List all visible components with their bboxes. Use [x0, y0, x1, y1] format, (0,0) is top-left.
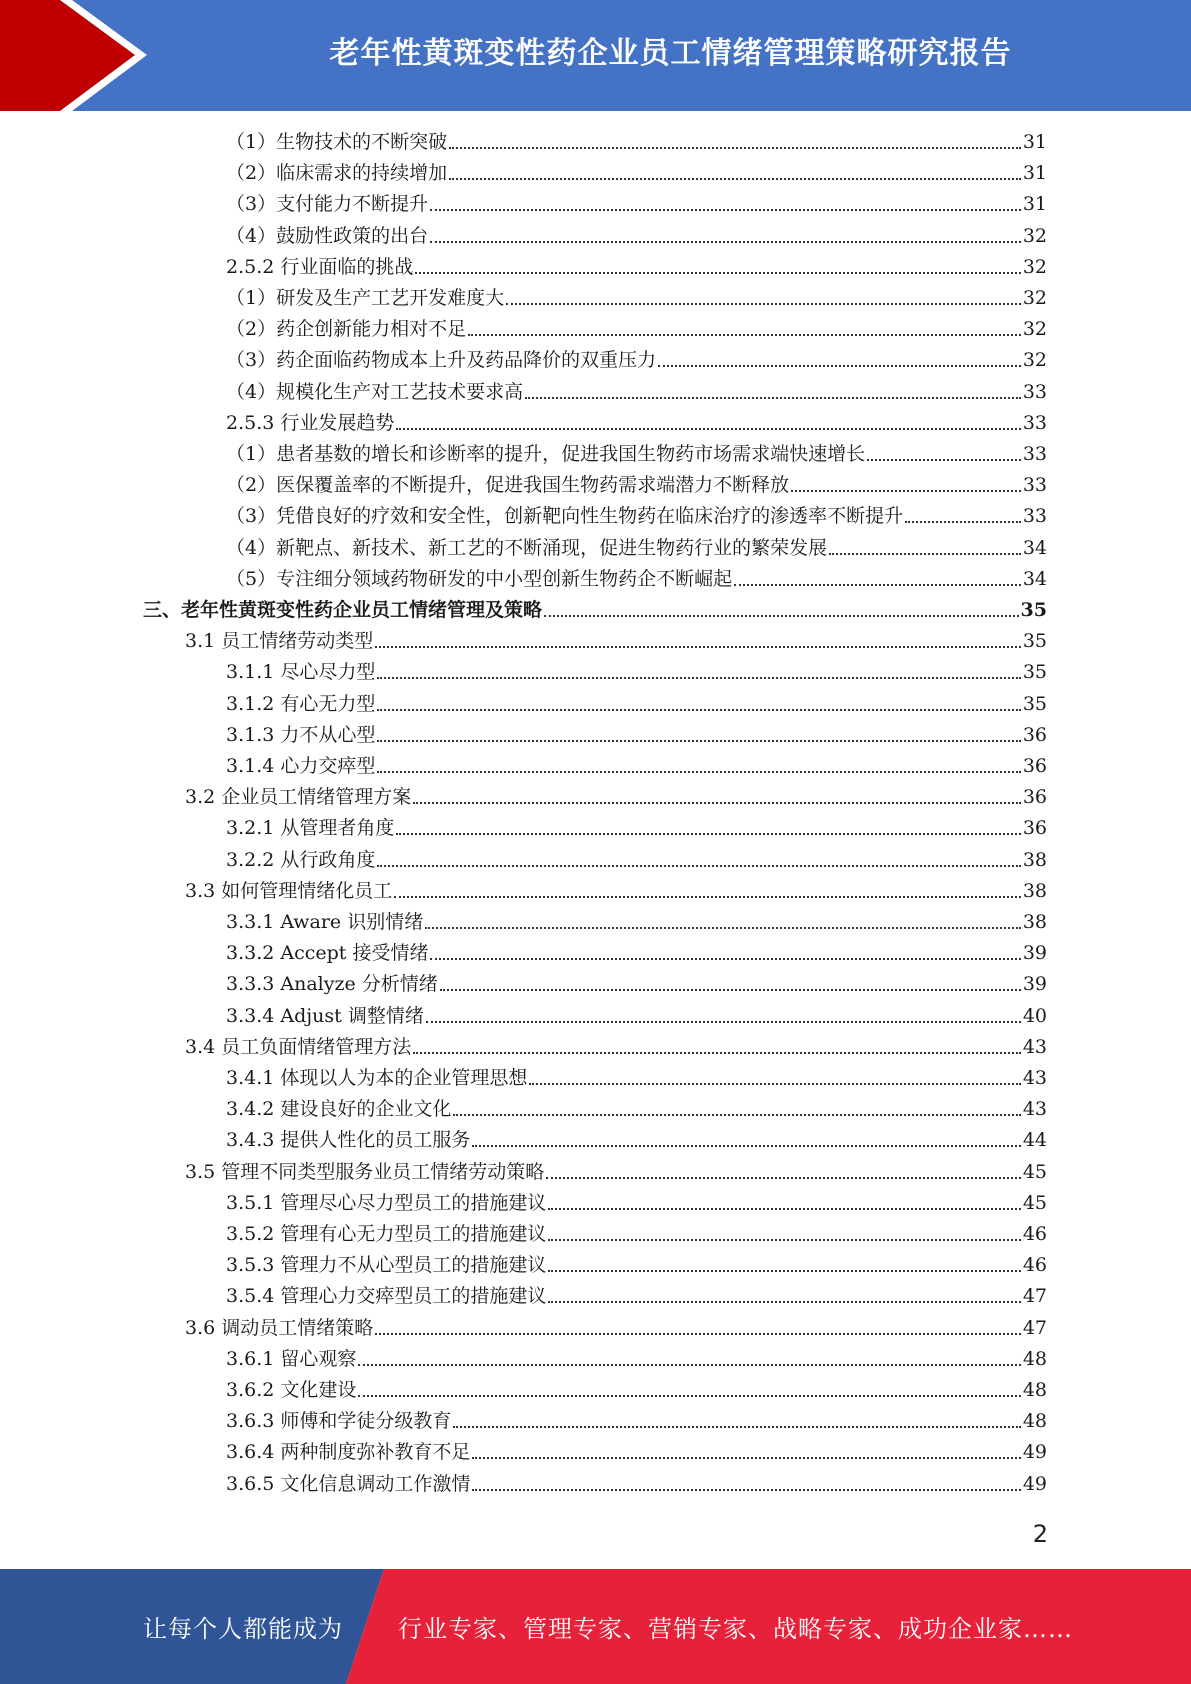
toc-entry-title: （2）临床需求的持续增加	[226, 162, 448, 185]
toc-entry[interactable]	[226, 907, 1047, 938]
toc-entry-title: 3.6.3 师傅和学徒分级教育	[226, 1410, 452, 1433]
toc-dot-leader	[472, 1488, 1020, 1491]
toc-dot-leader	[358, 1363, 1020, 1366]
toc-dot-leader	[426, 1020, 1021, 1023]
toc-entry[interactable]	[226, 221, 1047, 252]
toc-entry-page: 48	[1022, 1347, 1047, 1370]
toc-dot-leader	[394, 895, 1021, 898]
toc-entry[interactable]	[226, 1094, 1047, 1125]
toc-entry-page: 35	[1020, 599, 1047, 621]
toc-dot-leader	[829, 552, 1021, 555]
toc-dot-leader	[425, 926, 1021, 929]
toc-entry[interactable]	[185, 1157, 1047, 1188]
toc-entry-title: 3.5.3 管理力不从心型员工的措施建议	[226, 1254, 547, 1277]
toc-entry-page: 31	[1022, 193, 1047, 216]
toc-entry[interactable]	[226, 1219, 1047, 1250]
toc-entry-page: 36	[1022, 786, 1047, 809]
toc-entry-page: 46	[1022, 1254, 1047, 1277]
page-number: 2	[1032, 1520, 1048, 1548]
toc-dot-leader	[377, 864, 1020, 867]
toc-entry[interactable]	[143, 595, 1047, 626]
toc-dot-leader	[377, 770, 1020, 773]
toc-dot-leader	[449, 177, 1021, 180]
toc-entry-title: 3.6 调动员工情绪策略	[185, 1316, 374, 1339]
toc-entry-title: 3.4.1 体现以人为本的企业管理思想	[226, 1067, 528, 1089]
toc-entry-page: 45	[1022, 1160, 1047, 1183]
toc-entry[interactable]	[226, 314, 1047, 345]
toc-dot-leader	[358, 1394, 1020, 1397]
toc-entry[interactable]	[226, 813, 1047, 844]
toc-entry-page: 38	[1022, 848, 1047, 871]
toc-dot-leader	[440, 988, 1021, 991]
toc-entry-page: 36	[1022, 723, 1047, 746]
toc-dot-leader	[377, 676, 1020, 679]
toc-entry-page: 31	[1022, 162, 1047, 185]
toc-entry-page: 34	[1022, 536, 1047, 559]
toc-entry-page: 48	[1022, 1410, 1047, 1433]
toc-entry[interactable]	[226, 1344, 1047, 1375]
toc-entry-title: 3.4.3 提供人性化的员工服务	[226, 1129, 471, 1152]
toc-entry[interactable]	[226, 1375, 1047, 1406]
toc-entry[interactable]	[226, 564, 1047, 595]
toc-entry[interactable]	[226, 1188, 1047, 1219]
toc-entry[interactable]	[226, 1437, 1047, 1468]
toc-entry-page: 34	[1022, 567, 1047, 590]
toc-entry-title: （2）药企创新能力相对不足	[226, 318, 467, 341]
footer-banner	[0, 1569, 1191, 1684]
toc-dot-leader	[413, 801, 1021, 804]
toc-entry-page: 35	[1022, 692, 1047, 715]
toc-entry[interactable]	[226, 439, 1047, 470]
toc-dot-leader	[430, 957, 1020, 960]
toc-dot-leader	[472, 1456, 1020, 1459]
toc-entry[interactable]	[226, 938, 1047, 969]
toc-entry-page: 46	[1022, 1223, 1047, 1245]
toc-entry-page: 32	[1022, 255, 1047, 278]
toc-entry-title: 3.1.2 有心无力型	[226, 692, 376, 715]
toc-entry-page: 43	[1022, 1098, 1047, 1121]
toc-dot-leader	[453, 1113, 1020, 1116]
toc-entry-title: 3.6.2 文化建设	[226, 1379, 357, 1401]
toc-dot-leader	[430, 240, 1021, 243]
toc-entry-title: 3.4.2 建设良好的企业文化	[226, 1098, 452, 1121]
toc-dot-leader	[529, 1082, 1020, 1085]
toc-entry[interactable]	[185, 626, 1047, 657]
toc-dot-leader	[791, 489, 1021, 492]
toc-entry-page: 33	[1022, 380, 1047, 403]
toc-dot-leader	[413, 1051, 1021, 1054]
report-title: 老年性黄斑变性药企业员工情绪管理策略研究报告	[329, 36, 1012, 71]
toc-entry[interactable]	[226, 158, 1047, 189]
toc-dot-leader	[453, 1425, 1020, 1428]
toc-dot-leader	[548, 1300, 1020, 1303]
toc-dot-leader	[472, 1144, 1020, 1147]
toc-entry[interactable]	[226, 969, 1047, 1000]
toc-entry[interactable]	[226, 657, 1047, 688]
report-header	[0, 0, 1191, 111]
toc-entry-page: 35	[1022, 630, 1047, 653]
toc-entry-page: 32	[1022, 224, 1047, 247]
toc-entry[interactable]	[185, 1313, 1047, 1344]
footer-slogan-left: 让每个人都能成为	[143, 1615, 343, 1643]
toc-entry-title: （4）新靶点、新技术、新工艺的不断涌现，促进生物药行业的繁荣发展	[226, 536, 828, 559]
toc-entry-title: 3.1.1 尽心尽力型	[226, 661, 376, 684]
toc-entry[interactable]	[226, 470, 1047, 501]
toc-entry-page: 32	[1022, 318, 1047, 341]
toc-dot-leader	[544, 614, 1019, 617]
toc-entry[interactable]	[226, 408, 1047, 439]
toc-entry-title: （5）专注细分领域药物研发的中小型创新生物药企不断崛起	[226, 567, 733, 590]
toc-dot-leader	[548, 1269, 1020, 1272]
toc-entry-title: 3.5.2 管理有心无力型员工的措施建议	[226, 1223, 547, 1245]
toc-dot-leader	[905, 520, 1021, 523]
toc-entry[interactable]	[226, 1250, 1047, 1281]
toc-entry-page: 36	[1022, 755, 1047, 777]
toc-dot-leader	[525, 396, 1021, 399]
toc-entry-title: 3.5.4 管理心力交瘁型员工的措施建议	[226, 1285, 547, 1308]
toc-entry-page: 31	[1022, 131, 1047, 153]
toc-entry-title: 3.6.5 文化信息调动工作激情	[226, 1472, 471, 1495]
toc-entry-title: 3.5.1 管理尽心尽力型员工的措施建议	[226, 1191, 547, 1214]
toc-entry-page: 32	[1022, 287, 1047, 309]
toc-entry-title: 3.1.3 力不从心型	[226, 723, 376, 746]
toc-entry-title: 3.5 管理不同类型服务业员工情绪劳动策略	[185, 1160, 545, 1183]
toc-entry-title: 三、老年性黄斑变性药企业员工情绪管理及策略	[143, 599, 543, 621]
toc-dot-leader	[506, 302, 1021, 305]
toc-entry-title: 2.5.2 行业面临的挑战	[226, 255, 414, 278]
toc-entry-page: 43	[1022, 1035, 1047, 1058]
toc-entry-page: 49	[1022, 1441, 1047, 1464]
toc-entry[interactable]	[226, 845, 1047, 876]
toc-entry-page: 35	[1022, 661, 1047, 684]
toc-entry-page: 33	[1022, 411, 1047, 434]
toc-dot-leader	[377, 739, 1020, 742]
toc-entry-page: 33	[1022, 474, 1047, 497]
toc-dot-leader	[658, 364, 1021, 367]
toc-dot-leader	[546, 1176, 1021, 1179]
toc-entry-title: 3.3.2 Accept 接受情绪	[226, 942, 429, 965]
toc-entry[interactable]	[226, 1469, 1047, 1500]
toc-entry-page: 33	[1022, 505, 1047, 528]
toc-entry-title: （3）凭借良好的疗效和安全性，创新靶向性生物药在临床治疗的渗透率不断提升	[226, 505, 904, 528]
toc-entry[interactable]	[226, 283, 1047, 314]
toc-entry-page: 39	[1022, 942, 1047, 965]
toc-entry-page: 49	[1022, 1472, 1047, 1495]
toc-entry[interactable]	[226, 1281, 1047, 1312]
toc-entry-page: 40	[1022, 1004, 1047, 1027]
toc-entry-title: 3.4 员工负面情绪管理方法	[185, 1035, 412, 1058]
toc-entry-page: 43	[1022, 1067, 1047, 1089]
toc-entry-title: 3.3 如何管理情绪化员工	[185, 879, 393, 902]
toc-entry-title: 3.2 企业员工情绪管理方案	[185, 786, 412, 809]
toc-entry[interactable]	[226, 689, 1047, 720]
header-chevron-graphic	[0, 0, 150, 111]
toc-entry-title: （3）支付能力不断提升	[226, 193, 429, 216]
toc-entry-page: 47	[1022, 1285, 1047, 1308]
toc-entry-title: 3.3.3 Analyze 分析情绪	[226, 973, 438, 996]
toc-entry-page: 38	[1022, 879, 1047, 902]
toc-entry-page: 48	[1022, 1379, 1047, 1401]
toc-entry-page: 38	[1022, 911, 1047, 933]
toc-dot-leader	[375, 1332, 1021, 1335]
toc-entry[interactable]	[226, 533, 1047, 564]
toc-entry[interactable]	[226, 1063, 1047, 1094]
toc-entry[interactable]	[185, 782, 1047, 813]
toc-entry-title: （1）研发及生产工艺开发难度大	[226, 287, 505, 309]
toc-entry-page: 47	[1022, 1316, 1047, 1339]
toc-entry-page: 36	[1022, 817, 1047, 840]
toc-entry-title: 2.5.3 行业发展趋势	[226, 411, 395, 434]
toc-entry[interactable]	[185, 1032, 1047, 1063]
toc-entry-title: 3.2.1 从管理者角度	[226, 817, 395, 840]
toc-entry[interactable]	[226, 345, 1047, 376]
toc-dot-leader	[734, 583, 1021, 586]
toc-dot-leader	[548, 1207, 1020, 1210]
toc-entry[interactable]	[226, 501, 1047, 532]
toc-entry-title: （4）规模化生产对工艺技术要求高	[226, 380, 524, 403]
toc-entry[interactable]	[226, 720, 1047, 751]
toc-dot-leader	[449, 146, 1021, 149]
toc-entry-page: 45	[1022, 1191, 1047, 1214]
toc-entry[interactable]	[226, 189, 1047, 220]
footer-slogan-right: 行业专家、管理专家、营销专家、战略专家、成功企业家……	[398, 1615, 1073, 1643]
toc-dot-leader	[468, 333, 1021, 336]
toc-dot-leader	[375, 645, 1021, 648]
toc-dot-leader	[548, 1238, 1020, 1241]
toc-entry-title: （3）药企面临药物成本上升及药品降价的双重压力	[226, 349, 657, 372]
toc-entry[interactable]	[226, 377, 1047, 408]
toc-entry[interactable]	[226, 1406, 1047, 1437]
toc-entry[interactable]	[226, 1125, 1047, 1156]
toc-entry-page: 44	[1022, 1129, 1047, 1152]
toc-entry-title: 3.2.2 从行政角度	[226, 848, 376, 871]
toc-entry-title: （1）患者基数的增长和诊断率的提升，促进我国生物药市场需求端快速增长	[226, 443, 866, 465]
toc-dot-leader	[867, 458, 1021, 461]
toc-entry-title: 3.1 员工情绪劳动类型	[185, 630, 374, 653]
toc-entry[interactable]	[185, 876, 1047, 907]
toc-entry-title: （1）生物技术的不断突破	[226, 131, 448, 153]
toc-dot-leader	[377, 708, 1020, 711]
toc-entry-title: 3.1.4 心力交瘁型	[226, 755, 376, 777]
toc-dot-leader	[396, 427, 1020, 430]
toc-entry-title: 3.6.4 两种制度弥补教育不足	[226, 1441, 471, 1464]
toc-dot-leader	[396, 832, 1020, 835]
toc-entry-page: 33	[1022, 443, 1047, 465]
toc-dot-leader	[415, 271, 1020, 274]
toc-entry-title: 3.3.4 Adjust 调整情绪	[226, 1004, 424, 1027]
toc-entry-title: 3.6.1 留心观察	[226, 1347, 357, 1370]
toc-entry[interactable]	[226, 252, 1047, 283]
toc-entry[interactable]	[226, 127, 1047, 158]
toc-entry[interactable]	[226, 751, 1047, 782]
toc-entry-title: （4）鼓励性政策的出台	[226, 224, 429, 247]
toc-entry[interactable]	[226, 1001, 1047, 1032]
toc-entry-page: 32	[1022, 349, 1047, 372]
toc-entry-page: 39	[1022, 973, 1047, 996]
toc-entry-title: （2）医保覆盖率的不断提升，促进我国生物药需求端潜力不断释放	[226, 474, 790, 497]
toc-entry-title: 3.3.1 Aware 识别情绪	[226, 911, 424, 933]
toc-dot-leader	[430, 208, 1021, 211]
